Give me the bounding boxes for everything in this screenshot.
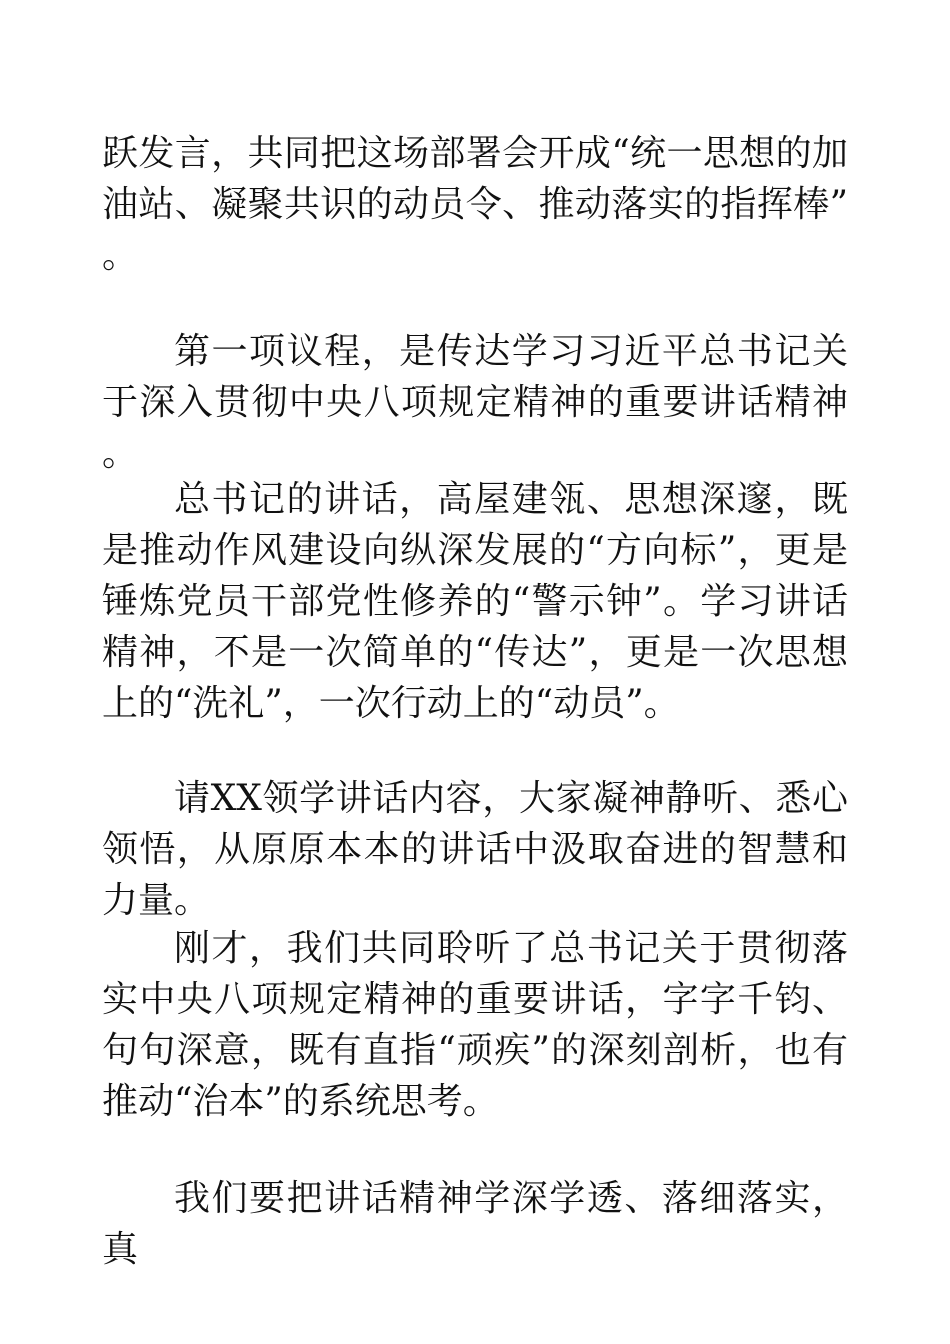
paragraph-speech-significance: 总书记的讲话，高屋建瓴、思想深邃，既是推动作风建设向纵深发展的“方向标”，更是锤炼党员干部党性修养的“警示钟”。学习讲话精神，不是一次简单的“传达”，更是一次思想上的“洗礼”，一次行动上的“动员”。	[102, 479, 848, 724]
paragraph-implementation: 我们要把讲话精神学深学透、落细落实，真	[102, 1178, 848, 1270]
paragraph-continuation: 跃发言，共同把这场部署会开成“统一思想的加油站、凝聚共识的动员令、推动落实的指挥棒”。	[102, 133, 848, 276]
paragraph-lead-study: 请XX领学讲话内容，大家凝神静听、悉心领悟，从原原本本的讲话中汲取奋进的智慧和力量。	[102, 778, 848, 921]
paragraph-after-listening: 刚才，我们共同聆听了总书记关于贯彻落实中央八项规定精神的重要讲话，字字千钧、句句深意，既有直指“顽疾”的深刻剖析，也有推动“治本”的系统思考。	[102, 928, 848, 1122]
paragraph-first-agenda: 第一项议程，是传达学习习近平总书记关于深入贯彻中央八项规定精神的重要讲话精神。	[102, 331, 848, 474]
